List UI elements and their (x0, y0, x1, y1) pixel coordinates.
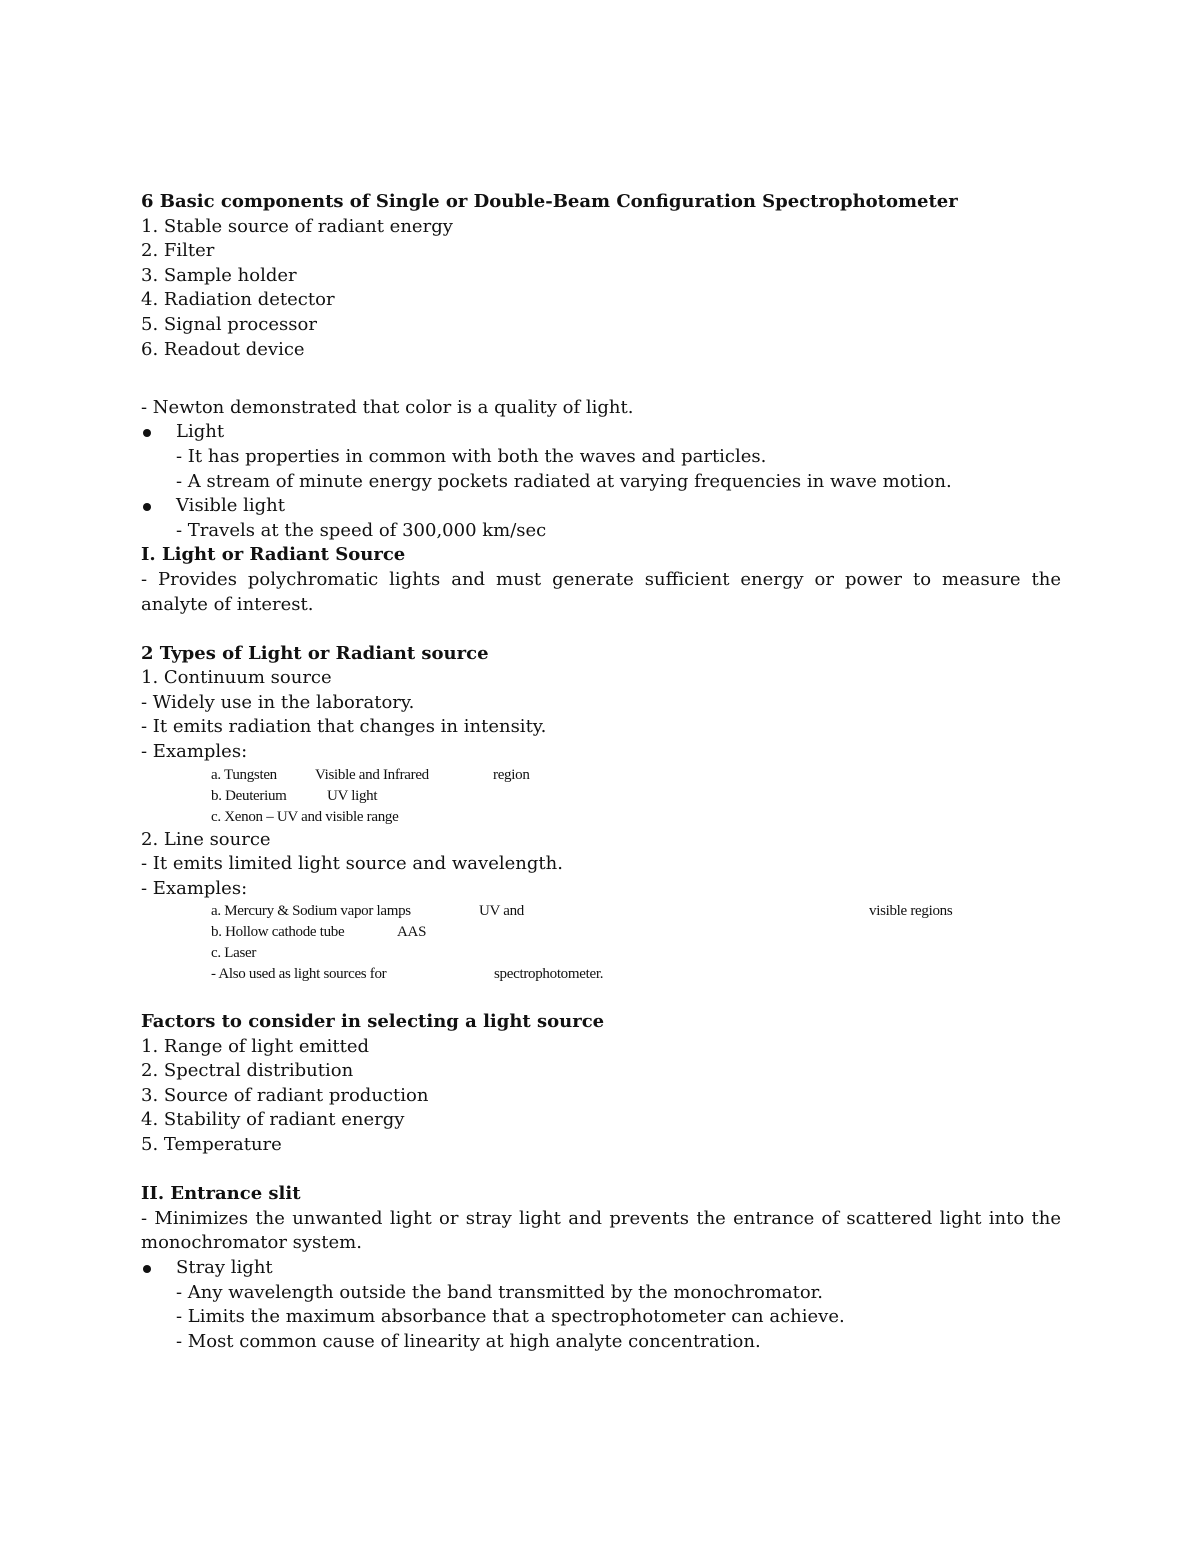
list-item: - Most common cause of linearity at high analyte concentration. (176, 1330, 761, 1352)
list-item: - It emits limited light source and wavelength. (141, 853, 563, 875)
list-item: 5. Signal processor (141, 313, 317, 335)
list-item: 4. Radiation detector (141, 289, 335, 311)
example-row: c. Laser (211, 945, 257, 962)
list-item: 1. Stable source of radiant energy (141, 215, 453, 237)
list-item: - Limits the maximum absorbance that a spectrophotometer can achieve. (176, 1306, 845, 1328)
slit-paragraph: - Minimizes the unwanted light or stray light and prevents the entrance of scattered light into the monochromator system. (141, 1207, 1061, 1254)
example-row: c. Xenon – UV and visible range (211, 808, 399, 825)
list-item: 3. Source of radiant production (141, 1084, 429, 1106)
source-paragraph: - Provides polychromatic lights and must generate sufficient energy or power to measure the analyte of interest. (141, 568, 1061, 615)
list-item: - Examples: (141, 877, 248, 899)
list-item: 5. Temperature (141, 1134, 282, 1155)
example-row: - Also used as light sources for spectrophotometer. (211, 966, 604, 983)
bullet-icon (143, 503, 151, 511)
list-item: 2. Filter (141, 240, 215, 262)
newton-intro: - Newton demonstrated that color is a quality of light. (141, 396, 634, 418)
slit-heading: II. Entrance slit (141, 1183, 301, 1205)
list-item: 3. Sample holder (141, 264, 297, 286)
list-item: - It has properties in common with both the waves and particles. (176, 445, 767, 467)
types-heading: 2 Types of Light or Radiant source (141, 642, 489, 664)
source-heading: I. Light or Radiant Source (141, 544, 406, 566)
example-row: a. Mercury & Sodium vapor lamps UV and visible regions (211, 903, 953, 920)
bullet-light: Light (141, 420, 1061, 445)
bullet-stray-light: Stray light (141, 1256, 1061, 1281)
bullet-visible-light: Visible light (141, 494, 1061, 519)
example-row: b. Hollow cathode tube AAS (211, 924, 427, 941)
factors-heading: Factors to consider in selecting a light source (141, 1011, 605, 1033)
components-heading: 6 Basic components of Single or Double-Beam Configuration Spectrophotometer (141, 191, 958, 212)
bullet-icon (143, 1265, 151, 1273)
list-item: 6. Readout device (141, 338, 305, 360)
list-item: - Travels at the speed of 300,000 km/sec (176, 519, 547, 541)
line-title: 2. Line source (141, 828, 271, 850)
continuum-title: 1. Continuum source (141, 667, 332, 689)
bullet-icon (143, 429, 151, 437)
list-item: 1. Range of light emitted (141, 1035, 370, 1057)
list-item: - Widely use in the laboratory. (141, 691, 415, 713)
list-item: - A stream of minute energy pockets radiated at varying frequencies in wave motion. (176, 470, 952, 492)
list-item: 2. Spectral distribution (141, 1060, 354, 1082)
list-item: 4. Stability of radiant energy (141, 1109, 405, 1131)
document-page (141, 190, 1061, 1354)
list-item: - Examples: (141, 741, 248, 763)
list-item: - Any wavelength outside the band transmitted by the monochromator. (176, 1281, 824, 1303)
example-row: a. Tungsten Visible and Infrared region (211, 766, 530, 783)
list-item: - It emits radiation that changes in intensity. (141, 716, 547, 738)
example-row: b. Deuterium UV light (211, 787, 378, 804)
